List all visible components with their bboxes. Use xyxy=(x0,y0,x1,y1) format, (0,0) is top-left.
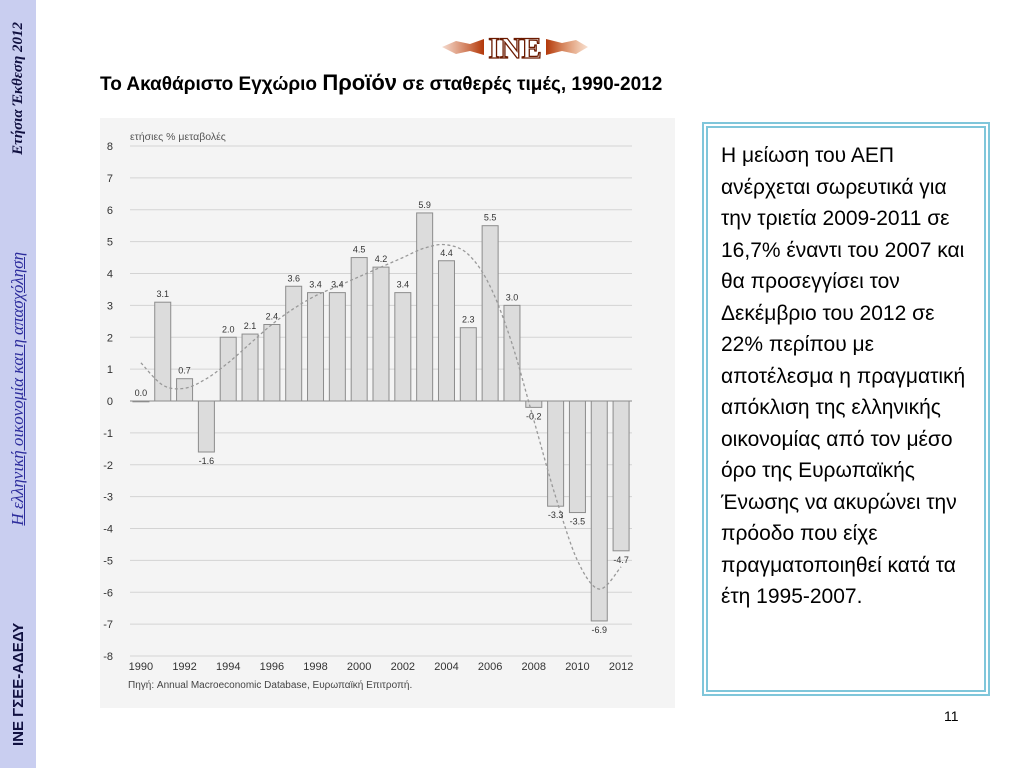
logo-text: INE xyxy=(488,32,542,64)
y-tick-label: 4 xyxy=(106,268,113,281)
y-tick-label: -2 xyxy=(103,459,113,472)
x-tick-label: 1996 xyxy=(259,661,285,673)
y-tick-label: -4 xyxy=(103,523,113,536)
y-tick-label: -3 xyxy=(103,491,113,504)
data-label-1990: 0.0 xyxy=(134,388,148,398)
title-part-3: σε σταθερές τιμές, 1990-2012 xyxy=(397,74,663,95)
data-label-2009: -3.3 xyxy=(547,510,564,521)
bar-1992 xyxy=(177,379,193,401)
bar-2012 xyxy=(613,401,629,551)
x-tick-label: 1998 xyxy=(303,661,328,673)
y-tick-label: 0 xyxy=(106,396,113,408)
gdp-growth-chart xyxy=(100,118,675,708)
bar-1998 xyxy=(308,293,324,401)
bar-1999 xyxy=(329,293,345,401)
data-label-2005: 2.3 xyxy=(462,314,475,325)
x-tick-label: 2010 xyxy=(565,661,590,673)
data-label-1991: 3.1 xyxy=(156,289,169,300)
y-tick-label: 5 xyxy=(106,236,113,249)
bar-2004 xyxy=(438,261,454,401)
x-tick-label: 2004 xyxy=(434,661,459,673)
data-label-1992: 0.7 xyxy=(178,365,191,376)
source-note: Πηγή: Annual Macroeconomic Database, Ευρωπαϊκή Επιτροπή. xyxy=(128,680,413,691)
y-tick-label: -1 xyxy=(103,427,113,440)
data-label-2003: 5.9 xyxy=(418,199,431,210)
x-tick-label: 2002 xyxy=(390,661,416,673)
data-label-1997: 3.6 xyxy=(287,273,300,284)
bar-2009 xyxy=(548,401,564,506)
data-label-2001: 4.2 xyxy=(374,254,388,265)
y-tick-label: 1 xyxy=(106,364,113,377)
bar-2000 xyxy=(351,258,367,401)
y-tick-label: -8 xyxy=(103,651,113,663)
x-tick-label: 1992 xyxy=(172,661,197,673)
data-label-2011: -6.9 xyxy=(591,624,608,635)
bar-2007 xyxy=(504,305,520,401)
title-part-1: Το Ακαθάριστο Εγχώριο xyxy=(100,74,323,95)
bar-1994 xyxy=(220,337,236,401)
data-label-2000: 4.5 xyxy=(352,244,366,255)
data-label-2012: -4.7 xyxy=(613,554,629,565)
x-tick-label: 2008 xyxy=(521,661,547,673)
y-tick-label: 8 xyxy=(106,141,113,153)
title-part-2: Προϊόν xyxy=(322,70,398,95)
data-label-2010: -3.5 xyxy=(569,516,586,527)
y-tick-label: 6 xyxy=(106,204,113,217)
y-tick-label: 2 xyxy=(106,332,113,345)
data-label-2004: 4.4 xyxy=(440,247,453,258)
data-label-1999: 3.4 xyxy=(331,279,344,290)
data-label-1994: 2.0 xyxy=(221,324,235,335)
side-banner-text xyxy=(2,0,34,768)
bar-2003 xyxy=(417,213,433,401)
y-tick-label: 3 xyxy=(106,300,113,313)
bar-2001 xyxy=(373,267,389,401)
bar-1991 xyxy=(155,302,171,401)
commentary-text: Η μείωση του ΑΕΠ ανέρχεται σωρευτικά για την τριετία 2009-2011 σε 16,7% έναντι του 2007 και θα προσεγγίσει τον Δεκέμβριο του 2012 σε 22% περίπου με αποτέλεσμα η πραγματική απόκλιση της ελληνικής οικονομίας από τον μέσο όρο της Ευρωπαϊκής Ένωσης να ακυρώνει την πρόοδο που είχε πραγματοποιηθεί κατά τα έτη 1995-2007. xyxy=(721,144,966,608)
x-tick-label: 1994 xyxy=(215,661,241,673)
x-tick-label: 2000 xyxy=(346,661,372,673)
data-label-2008: -0.2 xyxy=(526,411,542,422)
ine-logo xyxy=(440,30,590,64)
data-label-2007: 3.0 xyxy=(505,292,519,303)
bar-1997 xyxy=(286,286,302,401)
y-axis-label: ετήσιες % μεταβολές xyxy=(130,131,226,143)
bar-2006 xyxy=(482,226,498,401)
side-banner-report: Ετήσια Έκθεση 2012 xyxy=(9,22,26,155)
y-tick-label: -7 xyxy=(103,619,113,632)
bar-2010 xyxy=(569,401,585,513)
page-number: 11 xyxy=(944,708,959,724)
side-banner xyxy=(0,0,36,768)
slide-title xyxy=(100,70,880,96)
data-label-2006: 5.5 xyxy=(483,212,497,223)
bar-2011 xyxy=(591,401,607,621)
bar-1996 xyxy=(264,325,280,402)
bar-1990 xyxy=(133,401,149,402)
x-tick-label: 2012 xyxy=(608,661,634,673)
y-tick-label: 7 xyxy=(106,172,113,185)
data-label-1996: 2.4 xyxy=(265,311,279,322)
side-banner-org: ΙΝΕ ΓΣΕΕ-ΑΔΕΔΥ xyxy=(9,622,27,746)
data-label-1998: 3.4 xyxy=(309,279,322,290)
data-label-2002: 3.4 xyxy=(396,279,410,290)
data-label-1993: -1.6 xyxy=(198,456,215,466)
commentary-box xyxy=(702,122,990,696)
x-tick-label: 1990 xyxy=(128,661,154,673)
y-tick-label: -5 xyxy=(103,555,113,568)
x-tick-label: 2006 xyxy=(477,661,503,673)
side-banner-subtitle: Η ελληνική οικονομία και η απασχόληση xyxy=(8,252,27,526)
data-label-1995: 2.1 xyxy=(243,321,257,332)
bar-1993 xyxy=(198,401,214,452)
bar-2005 xyxy=(460,328,476,401)
gdp-chart-panel xyxy=(100,118,675,708)
bar-2002 xyxy=(395,293,411,401)
y-tick-label: -6 xyxy=(103,587,113,600)
